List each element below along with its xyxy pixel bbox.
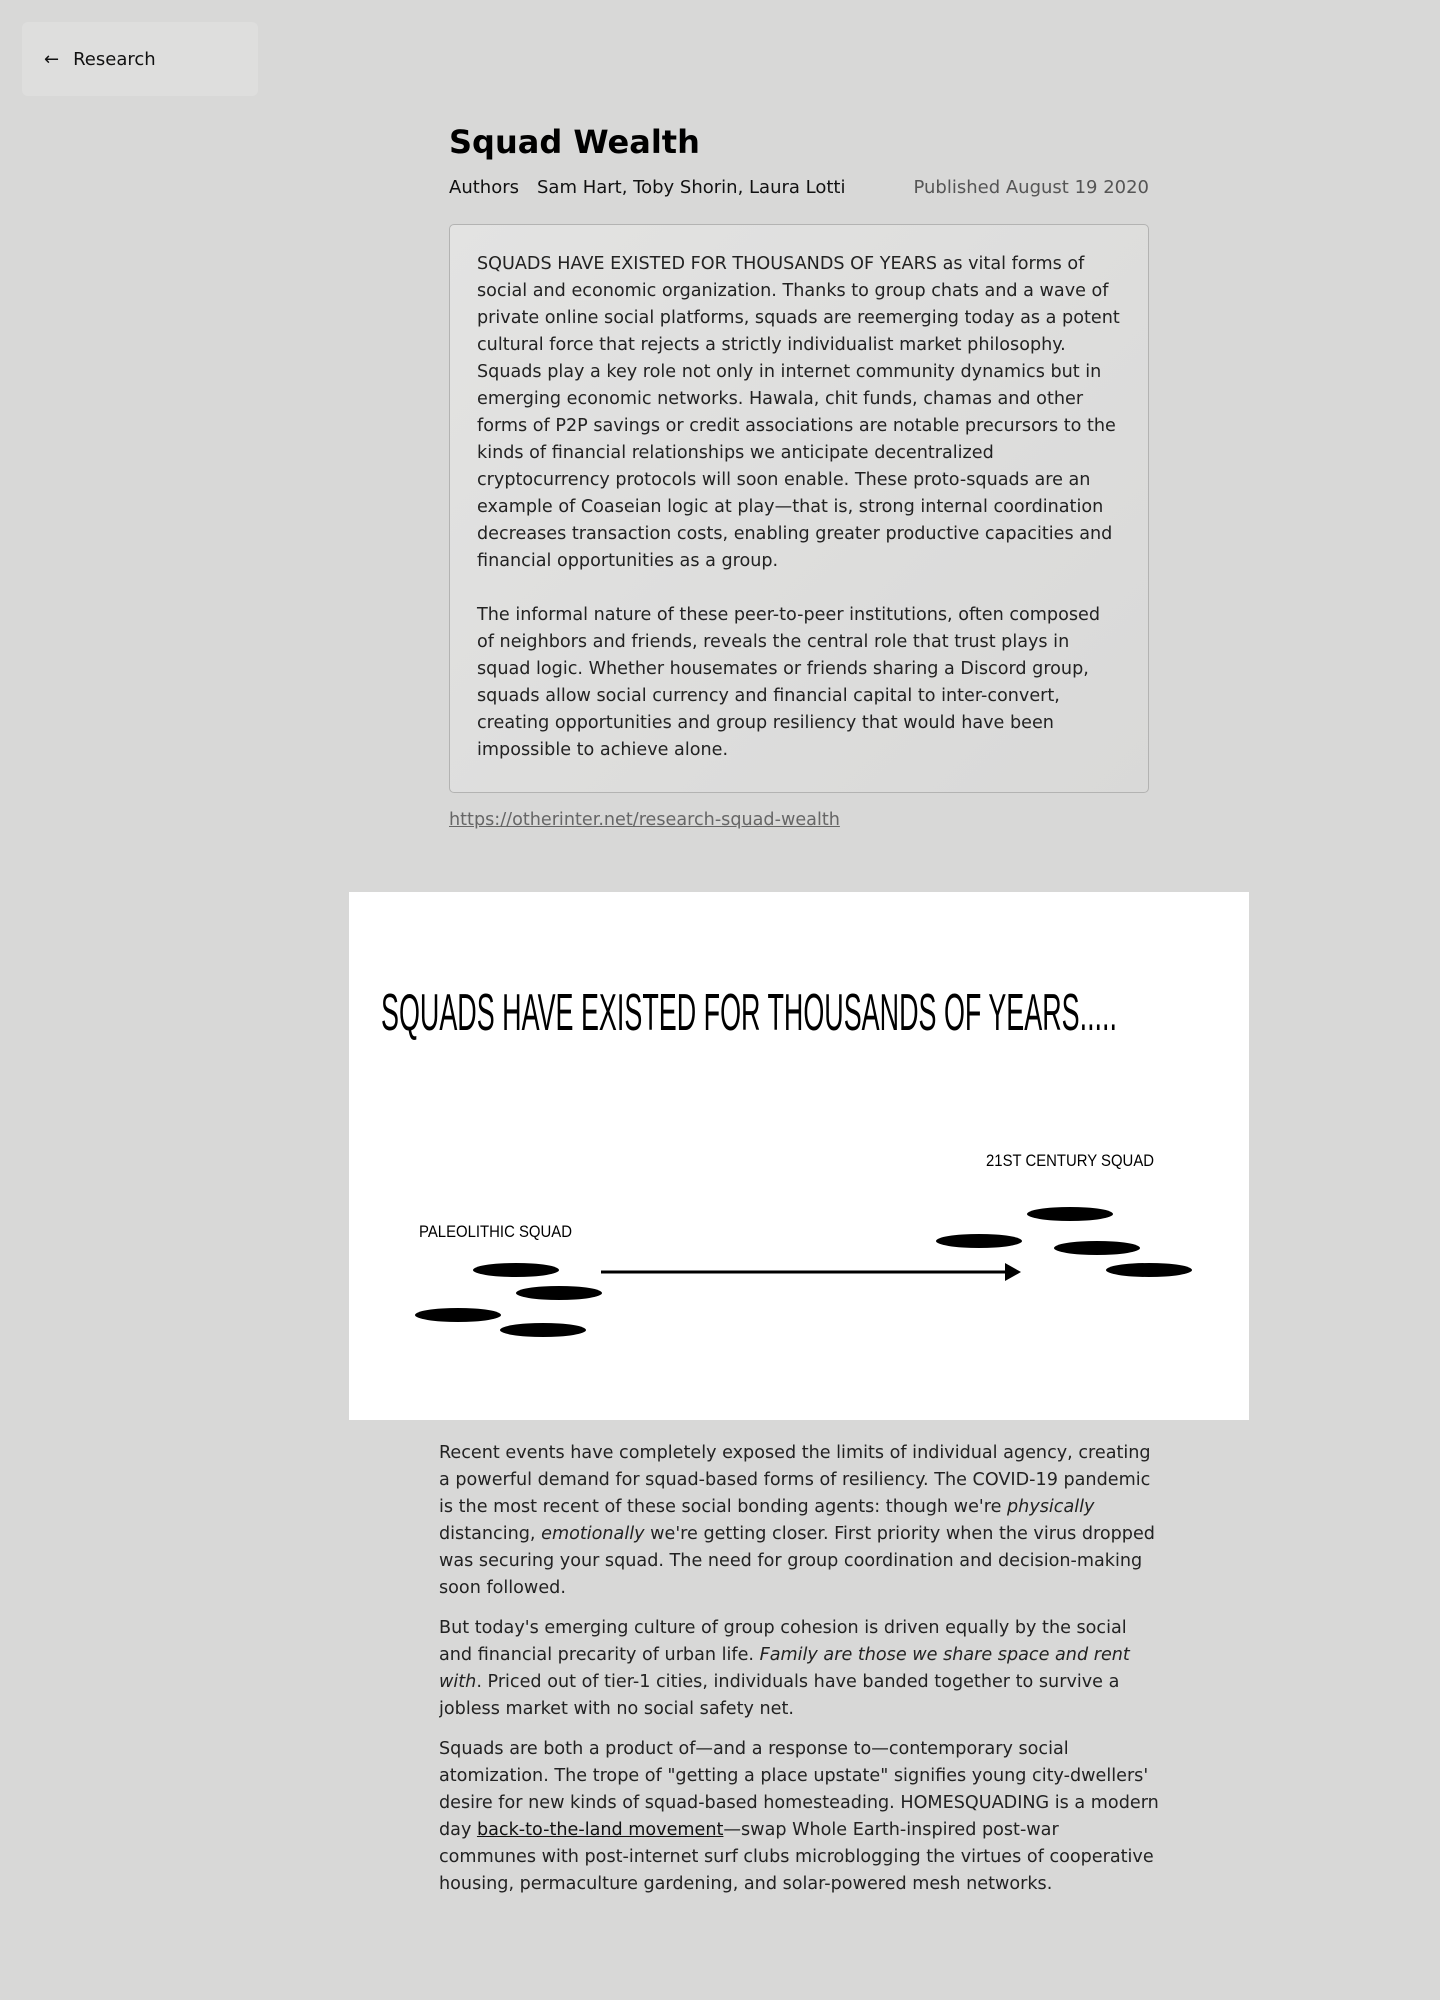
authors-block — [449, 176, 845, 200]
text-run: —swap Whole Earth-inspired post-war communes with post-internet surf clubs microblogging the virtues of cooperative housing, permaculture gardening, and solar-powered mesh networks. — [439, 1820, 1154, 1894]
squad-member-oval — [415, 1308, 501, 1322]
text-run: But today's emerging culture of group cohesion is driven equally by the social and financial precarity of urban life. — [439, 1618, 1127, 1665]
squad-member-oval — [516, 1286, 602, 1300]
squad-member-oval — [1027, 1207, 1113, 1221]
article-header — [449, 118, 1149, 833]
21st-century-squad-label: 21ST CENTURY SQUAD — [986, 1151, 1154, 1170]
squad-member-oval — [473, 1263, 559, 1277]
authors-list: Sam Hart, Toby Shorin, Laura Lotti — [536, 177, 846, 198]
article-meta — [449, 176, 1149, 200]
body-paragraph — [439, 1615, 1159, 1723]
page-title: Squad Wealth — [449, 123, 700, 161]
arrow-right-icon — [1005, 1263, 1021, 1281]
body-paragraph — [439, 1736, 1159, 1898]
text-run: we're getting closer. First priority when the virus dropped was securing your squad. The need for group coordination and decision-making soon followed. — [439, 1524, 1155, 1598]
squad-illustration — [349, 892, 1249, 1420]
squad-illustration-svg — [349, 892, 1249, 1420]
squad-member-oval — [500, 1323, 586, 1337]
body-paragraph — [439, 1440, 1159, 1602]
published-date: Published August 19 2020 — [913, 177, 1149, 198]
emphasis-text: physically — [1007, 1497, 1095, 1517]
text-run: . Priced out of tier-1 cities, individuals have banded together to survive a jobless market with no social safety net. — [439, 1672, 1120, 1719]
abstract-paragraph: SQUADS HAVE EXISTED FOR THOUSANDS OF YEARS as vital forms of social and economic organization. Thanks to group chats and a wave of private online social platforms, squads are reemerging today as a potent cultural force that rejects a strictly individualist market philosophy. Squads play a key role not only in internet community dynamics but in emerging economic networks. Hawala, chit funds, chamas and other forms of P2P savings or credit associations are notable precursors to the kinds of financial relationships we anticipate decentralized cryptocurrency protocols will soon enable. These proto-squads are an example of Coaseian logic at play—that is, strong internal coordination decreases transaction costs, enabling greater productive capacities and financial opportunities as a group. — [477, 254, 1120, 571]
text-run: Recent events have completely exposed the limits of individual agency, creating a powerful demand for squad-based forms of resiliency. The COVID-19 pandemic is the most recent of these social bonding agents: though we're — [439, 1443, 1151, 1517]
text-run: Squads are both a product of—and a response to—contemporary social atomization. The trope of "getting a place upstate" signifies young city-dwellers' desire for new kinds of squad-based homesteading. HOMESQUADING is a modern day — [439, 1739, 1159, 1840]
text-run: distancing, — [439, 1524, 542, 1544]
paleolithic-squad-label: PALEOLITHIC SQUAD — [419, 1222, 572, 1241]
squad-member-oval — [1106, 1263, 1192, 1277]
squad-member-oval — [936, 1234, 1022, 1248]
figure-headline: SQUADS HAVE EXISTED FOR THOUSANDS OF YEARS..... — [381, 984, 1117, 1042]
emphasis-text: emotionally — [541, 1524, 645, 1544]
back-to-the-land-link[interactable]: back-to-the-land movement — [476, 1820, 724, 1840]
abstract-paragraph: The informal nature of these peer-to-peer institutions, often composed of neighbors and friends, reveals the central role that trust plays in squad logic. Whether housemates or friends sharing a Discord group, squads allow social currency and financial capital to inter-convert, creating opportunities and group resiliency that would have been impossible to achieve alone. — [477, 605, 1101, 760]
back-to-research-button[interactable] — [22, 22, 258, 96]
arrow-left-icon: ← — [44, 48, 60, 70]
source-url-link[interactable]: https://otherinter.net/research-squad-wealth — [449, 810, 840, 830]
abstract-box — [449, 224, 1149, 793]
back-label: Research — [73, 48, 156, 70]
authors-label: Authors — [449, 177, 519, 198]
article-body — [439, 1440, 1159, 1912]
squad-member-oval — [1054, 1241, 1140, 1255]
emphasis-text: Family are those we share space and rent with — [439, 1645, 1130, 1692]
